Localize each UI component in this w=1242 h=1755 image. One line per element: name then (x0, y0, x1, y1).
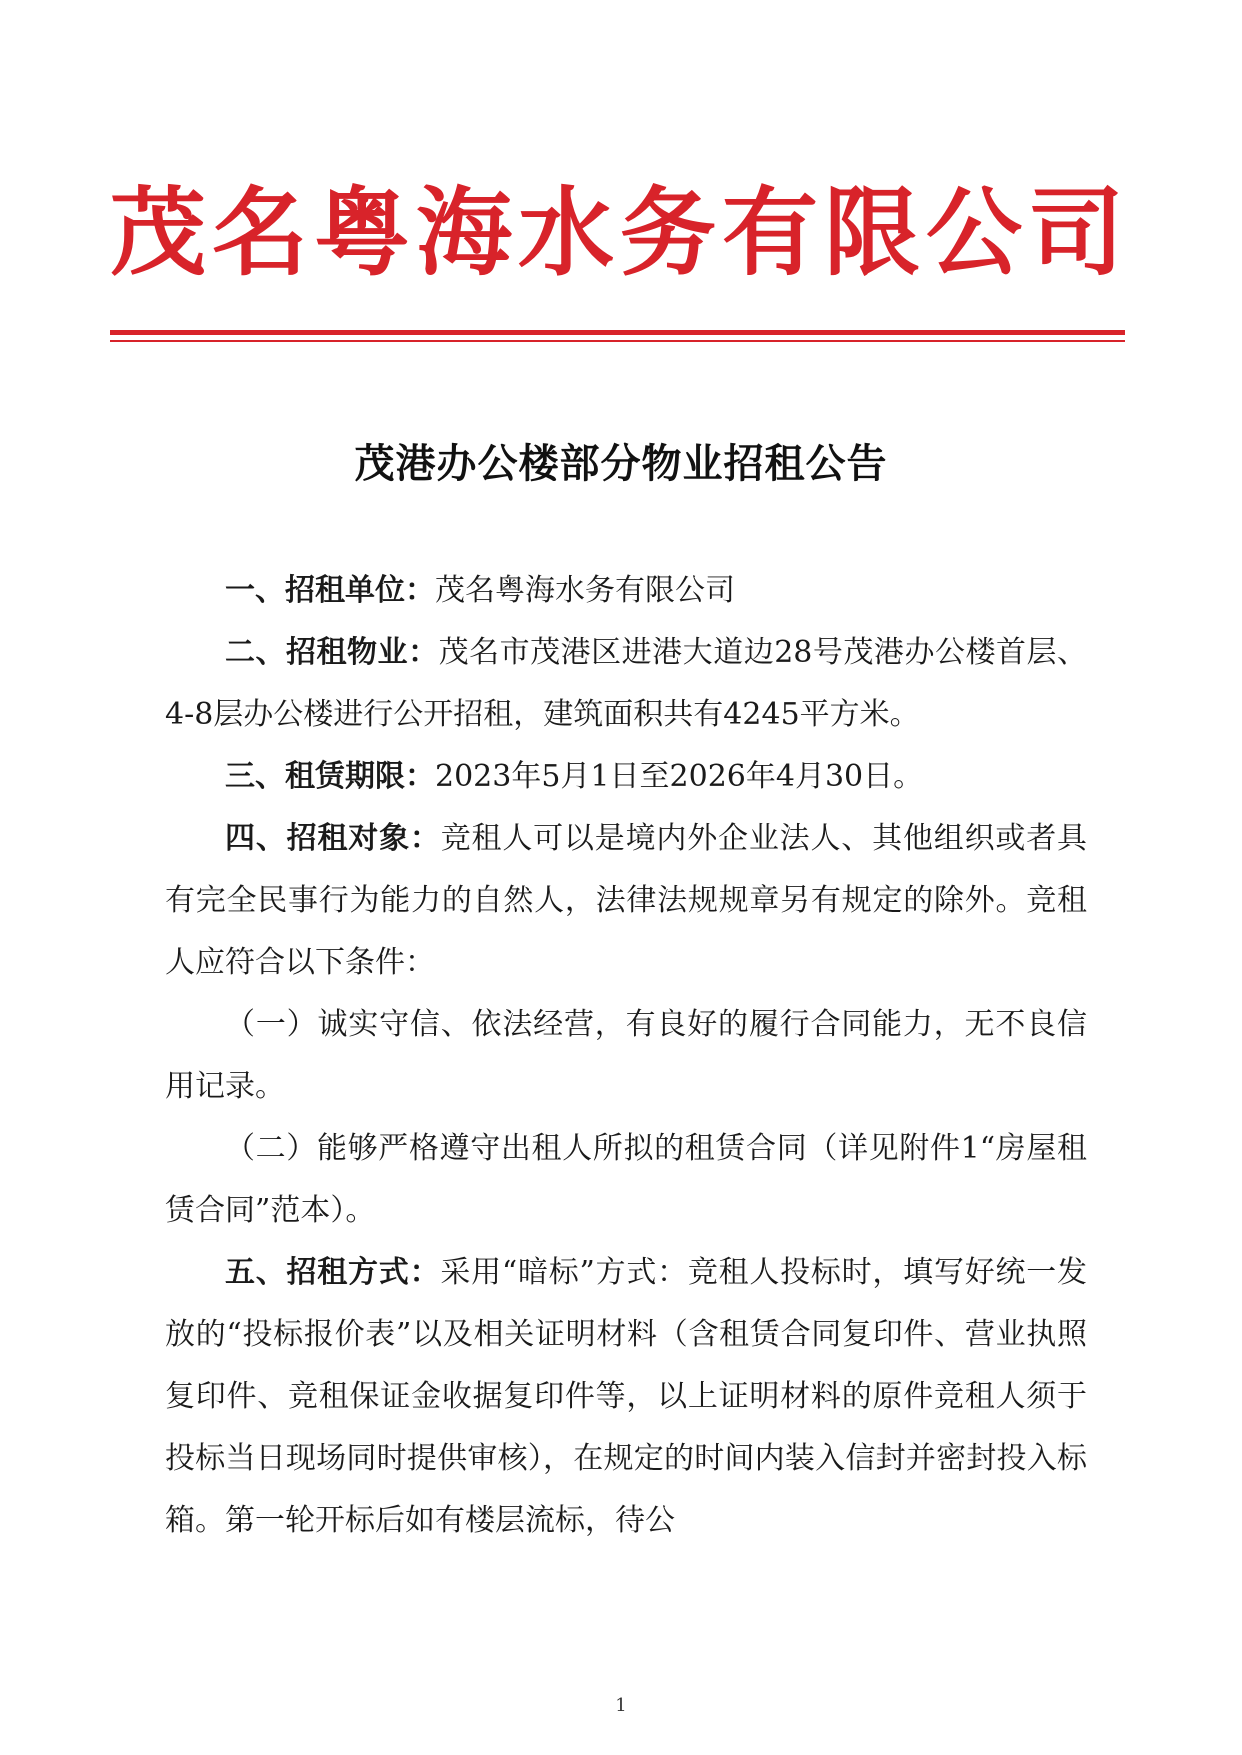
section-text: 茂名市茂港区进港大道边28号茂港办公楼首层、4-8层办公楼进行公开招租，建筑面积共有4245平方米。 (165, 635, 1087, 732)
section-4-item-1 (165, 994, 1087, 1118)
document-title: 茂港办公楼部分物业招租公告 (354, 440, 888, 487)
section-heading: 五、招租方式： (225, 1255, 441, 1290)
section-text: （二）能够严格遵守出租人所拟的租赁合同（详见附件1“房屋租赁合同”范本）。 (165, 1131, 1087, 1228)
section-4-item-2 (165, 1118, 1087, 1242)
section-heading: 一、招租单位： (225, 573, 435, 608)
document-body (165, 560, 1087, 1552)
section-text: 采用“暗标”方式：竞租人投标时，填写好统一发放的“投标报价表”以及相关证明材料（含租赁合同复印件、营业执照复印件、竞租保证金收据复印件等，以上证明材料的原件竞租人须于投标当日现场同时提供审核），在规定的时间内装入信封并密封投入标箱。第一轮开标后如有楼层流标，待公 (165, 1255, 1087, 1538)
page-number: 1 (615, 1695, 627, 1716)
section-5 (165, 1242, 1087, 1552)
section-4 (165, 808, 1087, 994)
section-text: 茂名粤海水务有限公司 (435, 573, 735, 608)
letterhead-rule-thin (110, 340, 1125, 342)
section-3 (165, 746, 1087, 808)
section-1 (165, 560, 1087, 622)
section-text: （一）诚实守信、依法经营，有良好的履行合同能力，无不良信用记录。 (165, 1007, 1087, 1104)
section-text: 2023年5月1日至2026年4月30日。 (435, 759, 924, 794)
section-heading: 四、招租对象： (225, 821, 441, 856)
letterhead-rule-thick (110, 330, 1125, 335)
section-heading: 二、招租物业： (225, 635, 439, 670)
letterhead-company-name: 茂名粤海水务有限公司 (110, 177, 1130, 289)
section-heading: 三、租赁期限： (225, 759, 435, 794)
section-2 (165, 622, 1087, 746)
section-text: 竞租人可以是境内外企业法人、其他组织或者具有完全民事行为能力的自然人，法律法规规章另有规定的除外。竞租人应符合以下条件： (165, 821, 1088, 980)
